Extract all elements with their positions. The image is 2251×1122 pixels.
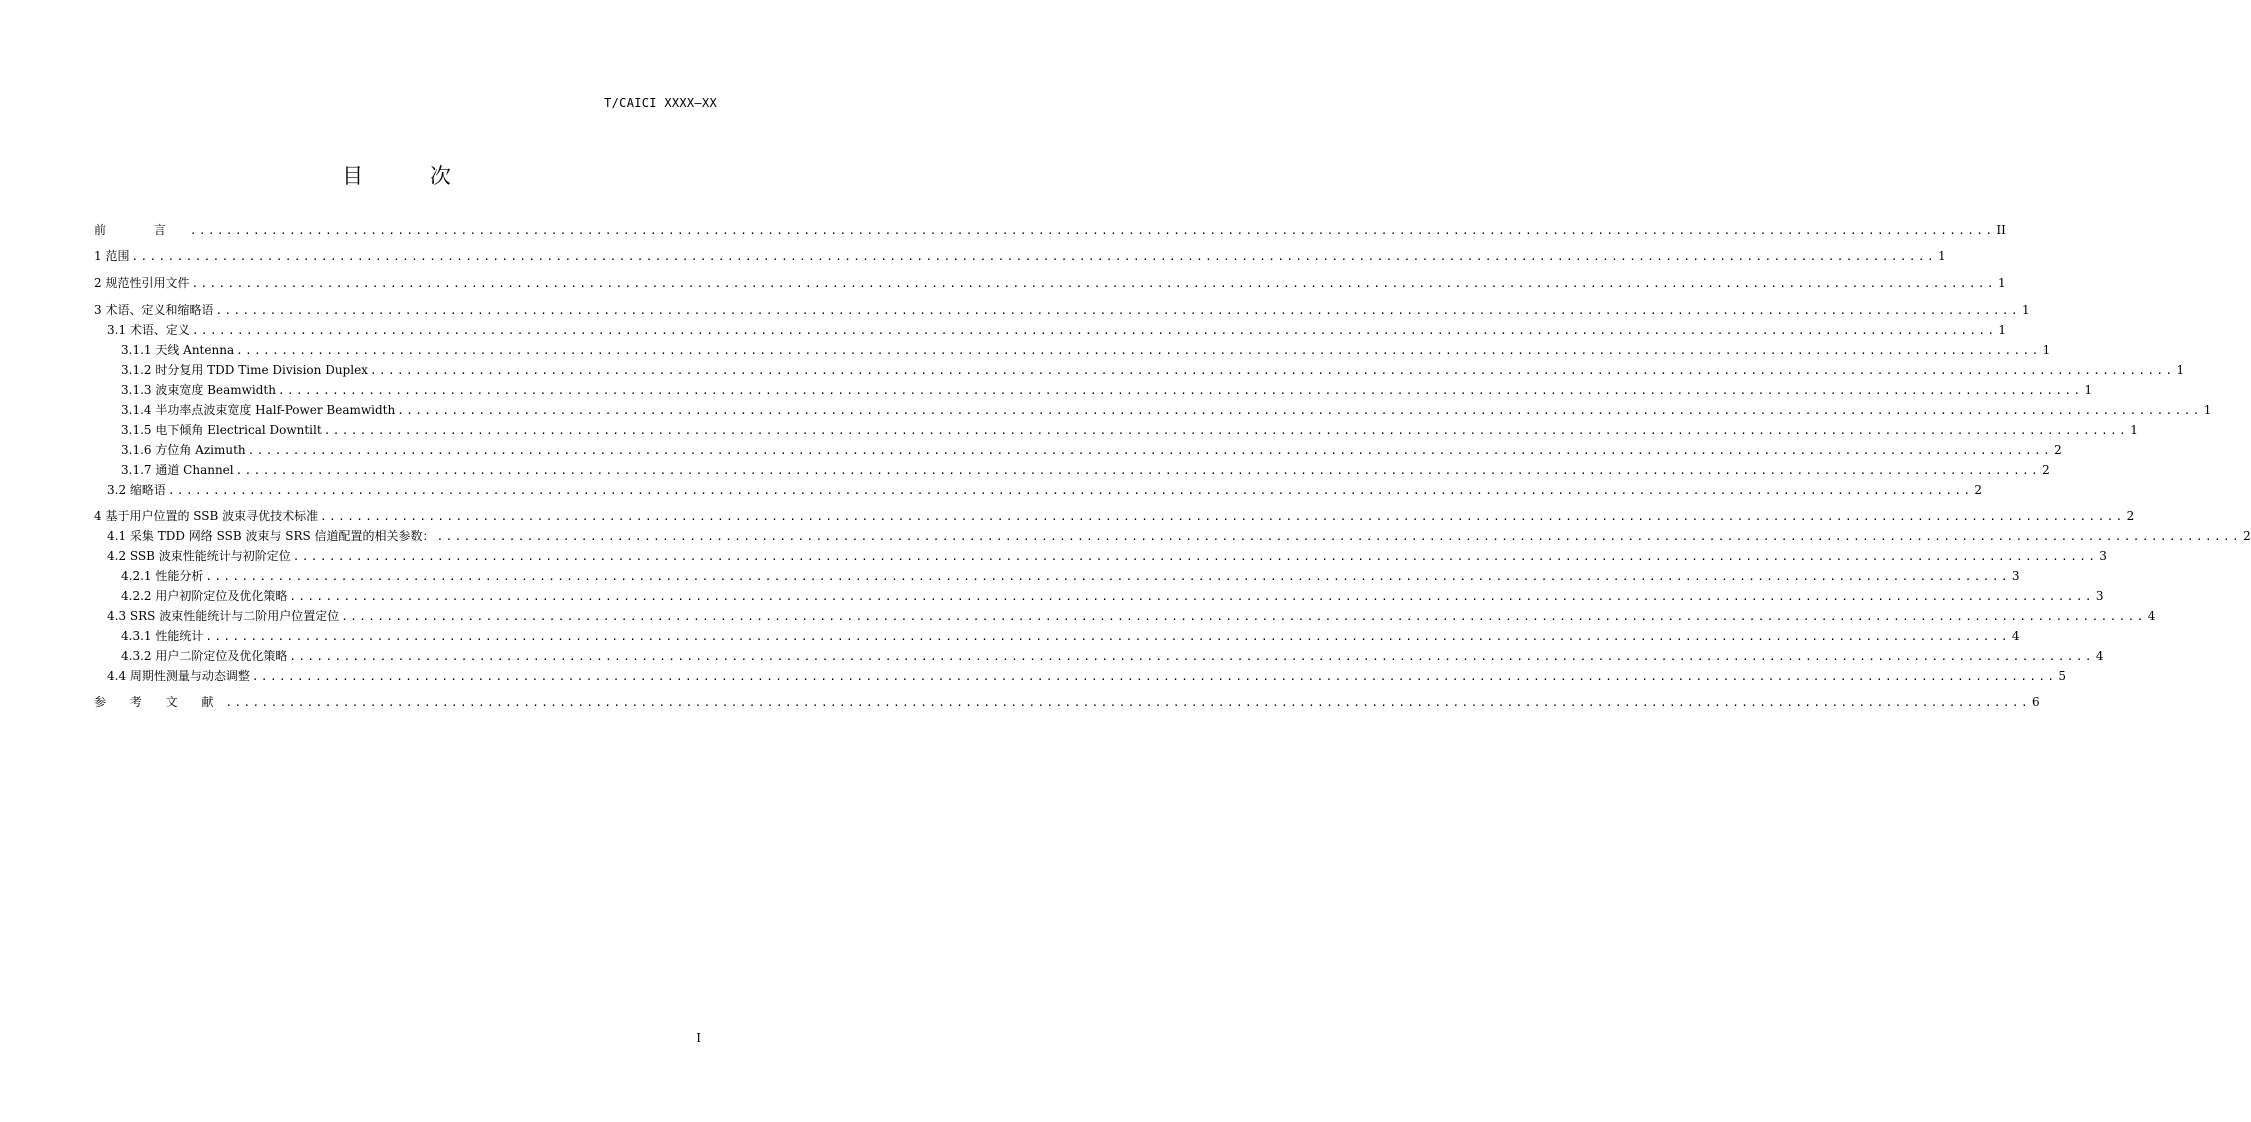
toc-entry-label: 前 言 xyxy=(94,223,188,237)
page-number: I xyxy=(696,1031,701,1045)
toc-entry-page: 5 xyxy=(2058,669,2067,683)
toc-entry-4-3[interactable] xyxy=(107,608,2156,624)
toc-entry-label: 1 范围 xyxy=(94,249,130,263)
toc-entry-label: 4.3 SRS 波束性能统计与二阶用户位置定位 xyxy=(107,609,340,623)
toc-entry-3-1-5[interactable] xyxy=(121,422,2138,438)
toc-entry-label: 3.2 缩略语 xyxy=(107,483,166,497)
toc-entry-page: 1 xyxy=(1998,323,2007,337)
toc-entry-label: 4.3.1 性能统计 xyxy=(121,629,204,643)
toc-entry-label: 3.1.5 电下倾角 Electrical Downtilt xyxy=(121,423,322,437)
dot-leader: ........................................................................................................................................................................................................ xyxy=(397,404,2202,417)
toc-entry-label: 3.1.2 时分复用 TDD Time Division Duplex xyxy=(121,363,368,377)
toc-entry-bibliography[interactable] xyxy=(94,694,2040,710)
dot-leader: ........................................................................................................................................................................................................ xyxy=(320,510,2125,523)
toc-entry-label: 3.1.1 天线 Antenna xyxy=(121,343,235,357)
dot-leader: ........................................................................................................................................................................................................ xyxy=(247,444,2053,457)
toc-entry-label: 3 术语、定义和缩略语 xyxy=(94,303,214,317)
dot-leader: ........................................................................................................................................................................................................ xyxy=(167,484,1973,497)
toc-entry-label: 4.3.2 用户二阶定位及优化策略 xyxy=(121,649,288,663)
toc-entry-3-1-4[interactable] xyxy=(121,402,2212,418)
toc-entry-3-2[interactable] xyxy=(107,482,1983,498)
dot-leader: ........................................................................................................................................................................................................ xyxy=(191,277,1996,290)
toc-entry-label: 3.1 术语、定义 xyxy=(107,323,190,337)
dot-leader: ........................................................................................................................................................................................................ xyxy=(236,344,2041,357)
toc-entry-label: 3.1.7 通道 Channel xyxy=(121,463,234,477)
toc-entry-page: II xyxy=(1996,223,2006,237)
dot-leader: ........................................................................................................................................................................................................ xyxy=(205,630,2010,643)
toc-entry-page: 1 xyxy=(2084,383,2093,397)
toc-entry-page: 3 xyxy=(2099,549,2107,563)
toc-entry-label: 4 基于用户位置的 SSB 波束寻优技术标准 xyxy=(94,509,319,523)
toc-entry-page: 1 xyxy=(2021,303,2030,317)
toc-entry-page: 2 xyxy=(2042,463,2050,477)
toc-entry-3-1-1[interactable] xyxy=(121,342,2051,358)
toc-entry-label: 4.2.2 用户初阶定位及优化策略 xyxy=(121,589,288,603)
toc-entry-4-2[interactable] xyxy=(107,548,2107,564)
toc-entry-page: 2 xyxy=(2126,509,2135,523)
dot-leader: ........................................................................................................................................................................................................ xyxy=(235,464,2041,477)
dot-leader: ........................................................................................................................................................................................................ xyxy=(323,424,2129,437)
dot-leader: ........................................................................................................................................................................................................ xyxy=(191,324,1997,337)
toc-entry-4-3-1[interactable] xyxy=(121,628,2020,644)
toc-entry-label: 4.4 周期性测量与动态调整 xyxy=(107,669,250,683)
dot-leader: ........................................................................................................................................................................................................ xyxy=(289,590,2094,603)
toc-entry-label: 3.1.6 方位角 Azimuth xyxy=(121,443,246,457)
toc-entry-page: 4 xyxy=(2011,629,2020,643)
toc-entry-normative-references[interactable] xyxy=(94,275,2006,291)
toc-entry-page: 2 xyxy=(1974,483,1983,497)
dot-leader: ........................................................................................................................................................................................................ xyxy=(131,250,1936,263)
toc-entry-page: 1 xyxy=(1937,249,1946,263)
toc-entry-page: 2 xyxy=(2054,443,2062,457)
dot-leader: ........................................................................................................................................................................................................ xyxy=(292,550,2098,563)
toc-entry-label: 参 考 文 献 xyxy=(94,695,224,709)
dot-leader: ........................................................................................................................................................................................................ xyxy=(277,384,2083,397)
toc-entry-terms[interactable] xyxy=(94,302,2030,318)
toc-entry-label: 4.2.1 性能分析 xyxy=(121,569,204,583)
dot-leader: ........................................................................................................................................................................................................ xyxy=(215,304,2020,317)
toc-entry-foreword[interactable] xyxy=(94,222,2006,238)
toc-entry-page: 1 xyxy=(2130,423,2138,437)
toc-entry-page: 6 xyxy=(2031,695,2040,709)
toc-entry-label: 2 规范性引用文件 xyxy=(94,276,190,290)
toc-entry-page: 4 xyxy=(2147,609,2156,623)
toc-entry-scope[interactable] xyxy=(94,248,1946,264)
dot-leader: ........................................................................................................................................................................................................ xyxy=(436,530,2242,543)
toc-entry-3-1[interactable] xyxy=(107,322,2007,338)
dot-leader: ........................................................................................................................................................................................................ xyxy=(289,650,2094,663)
toc-entry-page: 1 xyxy=(2042,343,2051,357)
document-code: T/CAICI XXXX—XX xyxy=(604,96,717,110)
dot-leader: ........................................................................................................................................................................................................ xyxy=(225,696,2030,709)
toc-entry-4-2-2[interactable] xyxy=(121,588,2104,604)
toc-entry-4-4[interactable] xyxy=(107,668,2067,684)
toc-entry-4-2-1[interactable] xyxy=(121,568,2020,584)
dot-leader: ........................................................................................................................................................................................................ xyxy=(341,610,2146,623)
toc-entry-label: 4.2 SSB 波束性能统计与初阶定位 xyxy=(107,549,291,563)
toc-entry-label: 4.1 采集 TDD 网络 SSB 波束与 SRS 信道配置的相关参数： xyxy=(107,529,435,543)
toc-entry-page: 1 xyxy=(2176,363,2185,377)
dot-leader: ........................................................................................................................................................................................................ xyxy=(205,570,2010,583)
toc-entry-label: 3.1.4 半功率点波束宽度 Half-Power Beamwidth xyxy=(121,403,396,417)
toc-entry-page: 4 xyxy=(2095,649,2104,663)
toc-entry-3-1-6[interactable] xyxy=(121,442,2062,458)
toc-entry-3-1-3[interactable] xyxy=(121,382,2093,398)
toc-entry-4[interactable] xyxy=(94,508,2135,524)
toc-entry-label: 3.1.3 波束宽度 Beamwidth xyxy=(121,383,276,397)
toc-entry-4-1[interactable] xyxy=(107,528,2251,544)
toc-entry-page: 1 xyxy=(1997,276,2006,290)
toc-entry-page: 3 xyxy=(2095,589,2104,603)
toc-entry-page: 3 xyxy=(2011,569,2020,583)
dot-leader: ........................................................................................................................................................................................................ xyxy=(369,364,2175,377)
toc-entry-4-3-2[interactable] xyxy=(121,648,2104,664)
toc-entry-3-1-2[interactable] xyxy=(121,362,2185,378)
dot-leader: ........................................................................................................................................................................................................ xyxy=(189,224,1995,237)
toc-title: 目 次 xyxy=(342,164,481,188)
toc-entry-page: 1 xyxy=(2203,403,2212,417)
dot-leader: ........................................................................................................................................................................................................ xyxy=(251,670,2057,683)
toc-entry-page: 2 xyxy=(2243,529,2251,543)
toc-entry-3-1-7[interactable] xyxy=(121,462,2050,478)
